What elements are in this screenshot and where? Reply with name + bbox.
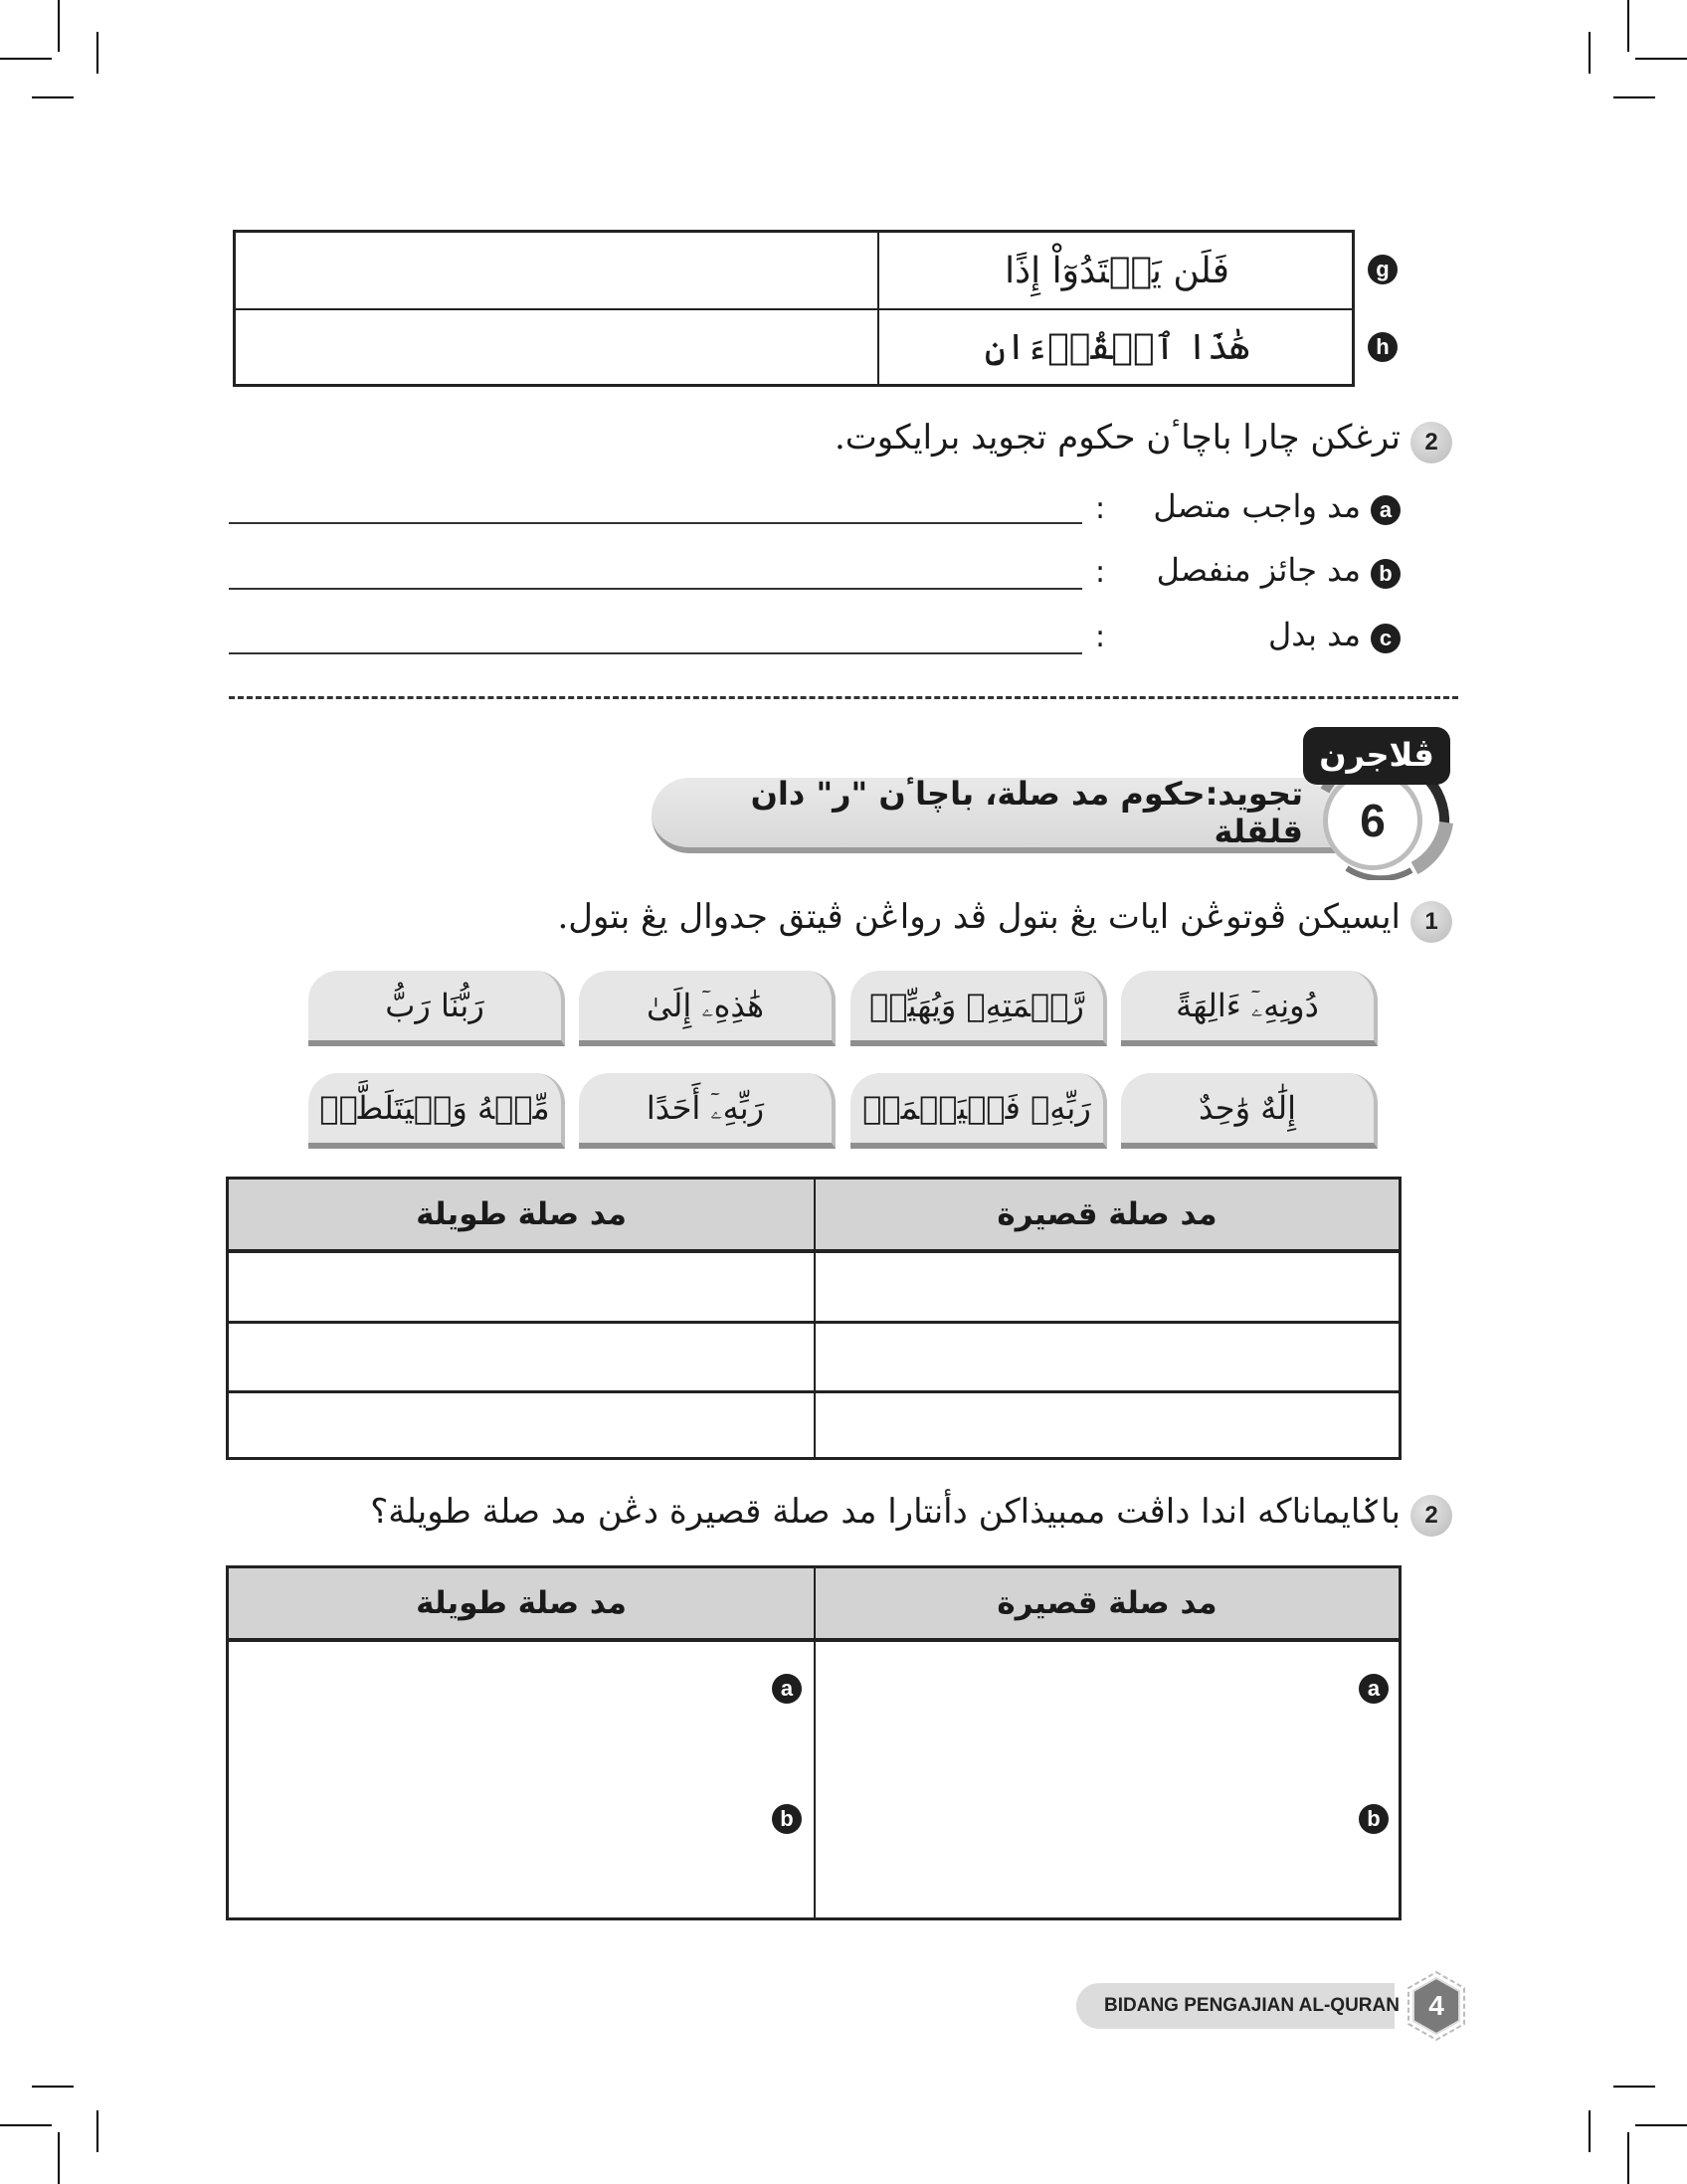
table-cell[interactable] [816,1253,1399,1321]
item-badge-b: b [1359,1804,1389,1834]
ayah-chip[interactable]: رَبِّهِۦ فَلۡيَعۡمَلۡ [850,1073,1107,1149]
crop-mark [0,2124,52,2126]
crop-mark [32,96,74,98]
answer-cell[interactable] [236,233,877,308]
ayah-chip[interactable]: دُونِهِۦٓ ءَالِهَةً [1121,971,1378,1046]
crop-mark [1589,32,1591,74]
classification-table [226,1177,1402,1460]
ayah-chip[interactable]: رَبِّهِۦٓ أَحَدًا [579,1073,836,1149]
crop-mark [32,2086,74,2088]
question-number-badge: 1 [1410,901,1452,943]
ayah-chip[interactable]: إِلَٰهٌ وَٰحِدٌ [1121,1073,1378,1149]
crop-mark [0,58,52,60]
question-text: باݢايماناکه اندا داڤت ممبيذاکن دأنتارا مد صلة قصيرة دڠن مد صلة طويلة؟ [370,1492,1401,1532]
table-cell[interactable] [816,1393,1399,1457]
table-cell[interactable] [816,1324,1399,1390]
crop-mark [1613,2086,1655,2088]
question-number-badge: 2 [1410,1495,1452,1537]
column-divider [877,233,879,384]
item-badge-b: b [772,1804,802,1834]
item-label: مد واجب متصل [1153,487,1361,525]
item-badge-a: a [772,1674,802,1704]
crop-mark [1627,0,1629,52]
colon: : [1095,620,1106,654]
crop-mark [1635,58,1687,60]
item-label: مد جائز منفصل [1156,551,1361,589]
table-cell[interactable] [229,1324,814,1390]
table-cell[interactable] [229,1253,814,1321]
crop-mark [1635,2124,1687,2126]
crop-mark [58,0,60,52]
ayah-chip[interactable]: مِّنۡهُ وَلۡيَتَلَطَّفۡ [308,1073,565,1149]
answer-area-qasirah[interactable] [816,1642,1399,1917]
colon: : [1095,555,1106,590]
colon: : [1095,491,1106,526]
section-divider [229,696,1458,699]
question-text: ايسيکن ڤوتوڠن ايات يڠ بتول ڤد رواڠن ڤيتق جدوال يڠ بتول. [557,897,1401,937]
question-text: ترغکن چارا باچاٴن حکوم تجويد برايکوت. [834,418,1401,457]
header-mad-silah-qasirah: مد صلة قصيرة [997,1585,1218,1621]
ayah-text: هَٰذَا ٱلۡقُرۡءَانِ [984,326,1250,368]
ayah-chip[interactable]: رَبُّنَا رَبُّ [308,971,565,1046]
ayah-chip[interactable]: هَٰذِهِۦٓ إِلَىٰ [579,971,836,1046]
answer-line[interactable] [229,588,1082,590]
ayah-answer-table [233,230,1355,387]
section-tab-label: ڤلاجرن [1303,727,1450,785]
section-title: تجويد:حکوم مد صلة، باچاٴن "ر" دان قلقلة [750,775,1303,850]
crop-mark [96,2110,98,2152]
table-cell[interactable] [229,1393,814,1457]
item-badge-b: b [1371,559,1401,589]
item-badge-a: a [1371,495,1401,525]
header-mad-silah-qasirah: مد صلة قصيرة [997,1196,1218,1232]
item-badge-g: g [1368,255,1398,284]
table-row [236,233,1352,310]
crop-mark [1589,2110,1591,2152]
footer-subject: BIDANG PENGAJIAN AL-QURAN [1104,1995,1400,2016]
comparison-table [226,1565,1402,1920]
item-label: مد بدل [1267,616,1361,653]
answer-cell[interactable] [236,310,877,384]
item-badge-h: h [1368,332,1398,362]
answer-area-tawilah[interactable] [229,1642,814,1917]
item-badge-c: c [1371,624,1401,653]
crop-mark [58,2132,60,2184]
section-number: 6 [1323,771,1422,870]
question-number-badge: 2 [1410,422,1452,463]
header-mad-silah-tawilah: مد صلة طويلة [416,1196,627,1232]
page-number: 4 [1428,1990,1444,2021]
item-badge-a: a [1359,1674,1389,1704]
answer-line[interactable] [229,652,1082,654]
crop-mark [1627,2132,1629,2184]
crop-mark [96,32,98,74]
header-mad-silah-tawilah: مد صلة طويلة [416,1585,627,1621]
ayah-text: فَلَن يَهۡتَدُوٓاْ إِذًا [1005,250,1229,291]
ayah-chip[interactable]: رَّحۡمَتِهِۦ وَيُهَيِّئۡ [850,971,1107,1046]
answer-line[interactable] [229,522,1082,524]
table-row [236,310,1352,384]
crop-mark [1613,96,1655,98]
